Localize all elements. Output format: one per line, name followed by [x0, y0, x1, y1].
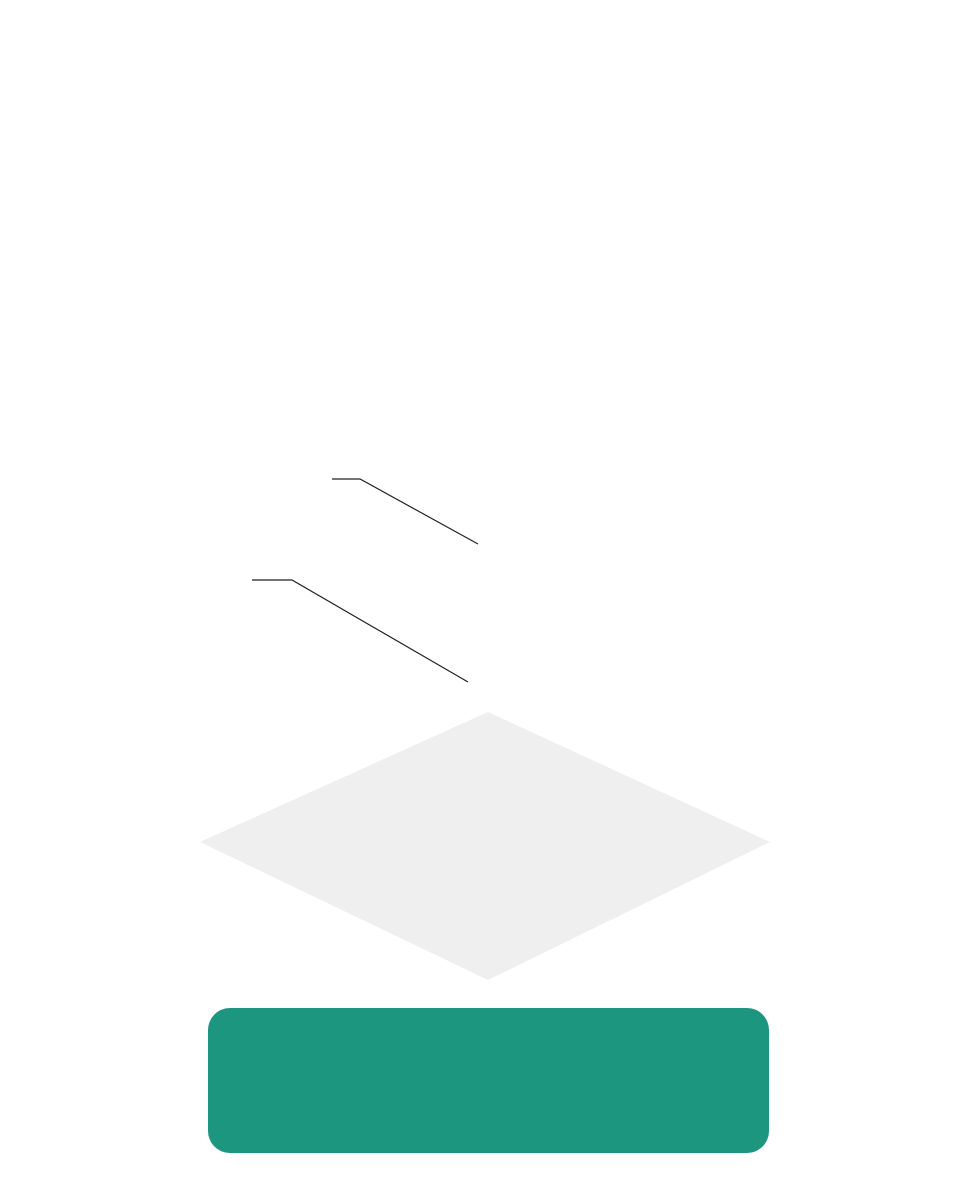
floor-shadow	[200, 712, 770, 980]
callout-pipes-leader	[332, 479, 478, 544]
callout-hole-leader	[252, 580, 468, 682]
attention-banner	[208, 1008, 769, 1153]
callouts	[252, 479, 478, 682]
